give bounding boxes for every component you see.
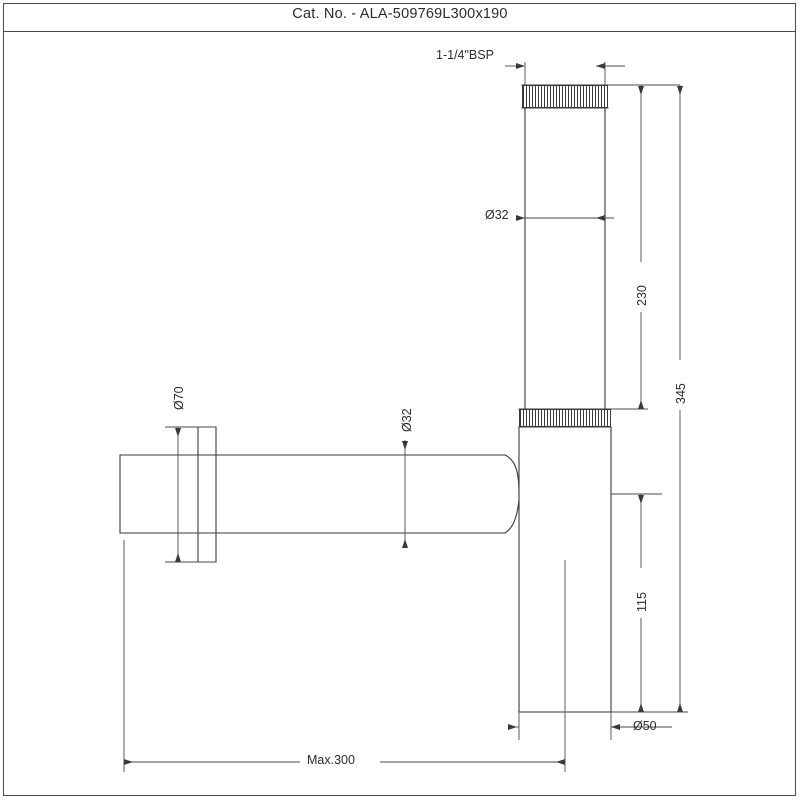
dimension-label-overall-height: 345 [674, 383, 688, 404]
arrow-dia32-arm-top [402, 441, 408, 450]
dimension-label-inlet-dia: Ø32 [485, 208, 509, 222]
dimension-label-body-height: 115 [635, 592, 649, 612]
arrow-thread-left [516, 63, 525, 69]
dimension-label-flange-dia: Ø70 [172, 386, 186, 410]
arrow-345-top [677, 86, 683, 95]
page-title: Cat. No. - ALA-509769L300x190 [292, 6, 508, 22]
arrow-dia50 [611, 724, 620, 730]
arrow-dia70-top [175, 428, 181, 437]
dimension-label-outlet-dia: Ø32 [400, 408, 414, 432]
arrow-dia32-arm-bottom [402, 539, 408, 548]
title-divider [3, 31, 796, 32]
arrow-115-top [638, 495, 644, 504]
arrow-230-top [638, 86, 644, 95]
thread-top-knurl [522, 85, 608, 108]
collar-knurl [519, 409, 611, 427]
arrow-thread-right [596, 63, 605, 69]
arrow-dia50-inner [508, 724, 517, 730]
arrow-dia32-upper-right [596, 215, 605, 221]
arrow-dia32-upper-left [516, 215, 525, 221]
dimension-label-upper-height: 230 [635, 285, 649, 306]
dimension-label-thread: 1-1/4"BSP [436, 48, 494, 62]
arrow-dia70-bottom [175, 553, 181, 562]
arrow-max300-left [124, 759, 133, 765]
dimension-label-max-projection: Max.300 [307, 753, 355, 767]
arrow-230-bottom [638, 400, 644, 409]
arrow-345-bottom [677, 703, 683, 712]
arrow-max300-right [556, 759, 565, 765]
arrow-115-bottom [638, 703, 644, 712]
dimension-label-body-dia: Ø50 [633, 719, 657, 733]
